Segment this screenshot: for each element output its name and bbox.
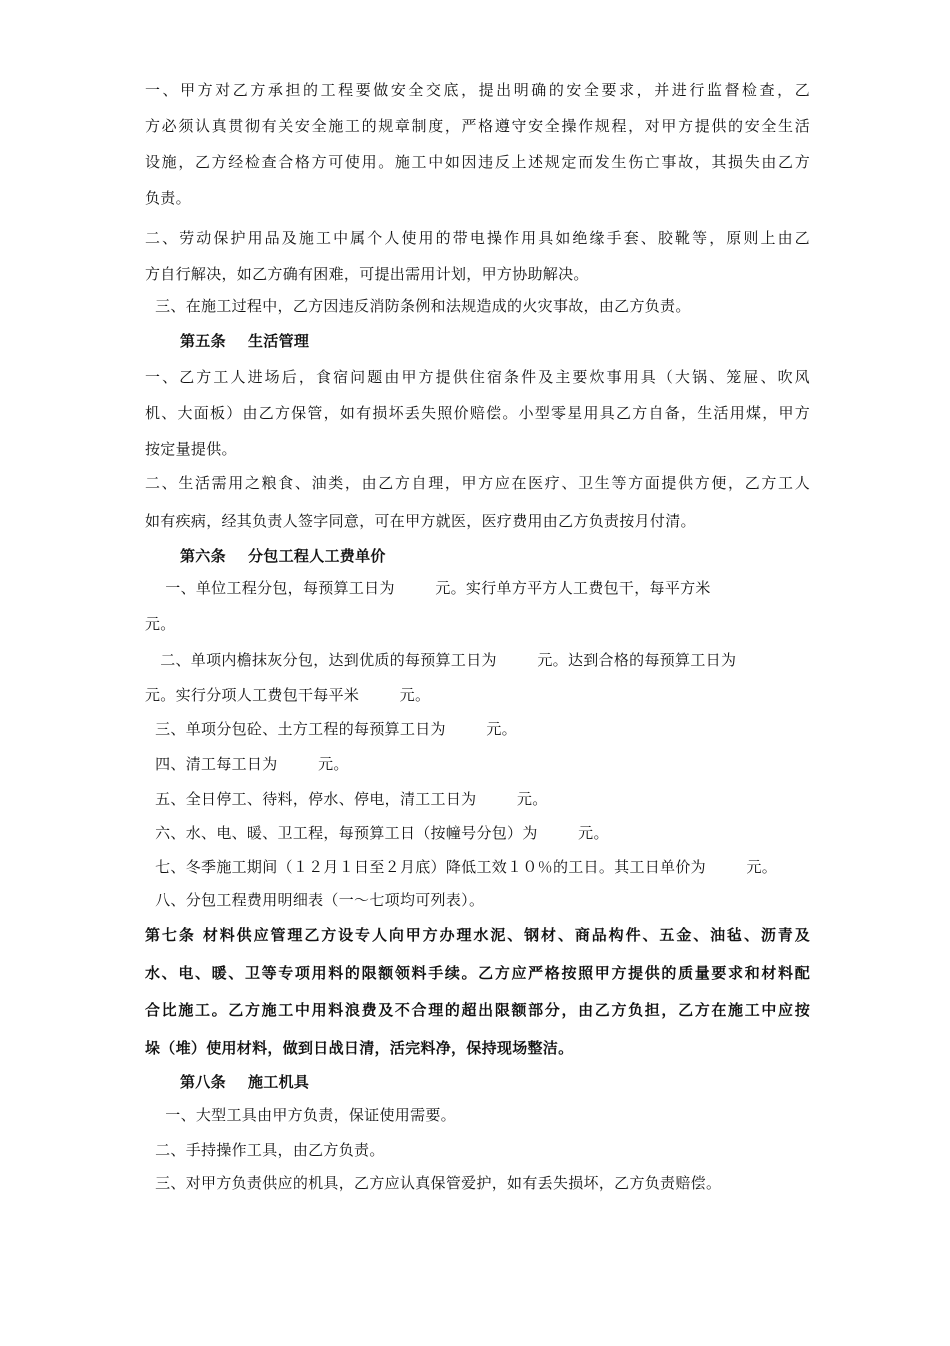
- art8-para1: 一、大型工具由甲方负责，保证使用需要。: [145, 1106, 456, 1124]
- art8-para2: 二、手持操作工具，由乙方负责。: [145, 1141, 385, 1159]
- safety-para2-line1: 二、劳动保护用品及施工中属个人使用的带电操作用具如绝缘手套、胶靴等，原则上由乙: [145, 229, 810, 247]
- art8-para3: 三、对甲方负责供应的机具，乙方应认真保管爱护，如有丢失损坏，乙方负责赔偿。: [145, 1174, 722, 1192]
- article-8-heading: 第八条 施工机具: [180, 1073, 310, 1091]
- art6-para2-line1: 二、单项内檐抹灰分包，达到优质的每预算工日为 元。达到合格的每预算工日为: [145, 651, 737, 669]
- art5-para1-line1: 一、乙方工人进场后，食宿问题由甲方提供住宿条件及主要炊事用具（大锅、笼屉、吹风: [145, 368, 810, 386]
- art6-para8: 八、分包工程费用明细表（一～七项均可列表）。: [145, 891, 485, 909]
- art6-para6: 六、水、电、暖、卫工程，每预算工日（按幢号分包）为 元。: [145, 824, 609, 842]
- art7-line2: 水、电、暖、卫等专项用料的限额领料手续。乙方应严格按照甲方提供的质量要求和材料配: [145, 964, 810, 982]
- safety-para2-line2: 方自行解决，如乙方确有困难，可提出需用计划，甲方协助解决。: [145, 265, 589, 283]
- safety-para1-line3: 设施，乙方经检查合格方可使用。施工中如因违反上述规定而发生伤亡事故，其损失由乙方: [145, 153, 810, 171]
- art6-para1-line1: 一、单位工程分包，每预算工日为 元。实行单方平方人工费包干，每平方米: [145, 579, 711, 597]
- art6-para2-line2: 元。实行分项人工费包干每平米 元。: [145, 686, 431, 704]
- art6-para3: 三、单项分包砼、土方工程的每预算工日为 元。: [145, 720, 517, 738]
- art7-line4: 垛（堆）使用材料，做到日战日清，活完料净，保持现场整洁。: [145, 1039, 574, 1057]
- art5-para2-line2: 如有疾病，经其负责人签字同意，可在甲方就医，医疗费用由乙方负责按月付清。: [145, 512, 696, 530]
- article-5-heading: 第五条 生活管理: [180, 332, 310, 350]
- safety-para1-line2: 方必须认真贯彻有关安全施工的规章制度，严格遵守安全操作规程，对甲方提供的安全生活: [145, 117, 810, 135]
- art5-para1-line2: 机、大面板）由乙方保管，如有损坏丢失照价赔偿。小型零星用具乙方自备，生活用煤，甲方: [145, 404, 810, 422]
- art6-para7: 七、冬季施工期间（１２月１日至２月底）降低工效１０％的工日。其工日单价为 元。: [145, 858, 778, 876]
- art6-para4: 四、清工每工日为 元。: [145, 755, 349, 773]
- art6-para5: 五、全日停工、待料，停水、停电，清工工日为 元。: [145, 790, 548, 808]
- art5-para2-line1: 二、生活需用之粮食、油类，由乙方自理，甲方应在医疗、卫生等方面提供方便，乙方工人: [145, 474, 810, 492]
- safety-para1-line1: 一、甲方对乙方承担的工程要做安全交底，提出明确的安全要求，并进行监督检查，乙: [145, 81, 810, 99]
- art7-line1: 第七条 材料供应管理乙方设专人向甲方办理水泥、钢材、商品构件、五金、油毡、沥青及: [145, 926, 810, 944]
- art7-line3: 合比施工。乙方施工中用料浪费及不合理的超出限额部分，由乙方负担，乙方在施工中应按: [145, 1001, 810, 1019]
- art5-para1-line3: 按定量提供。: [145, 440, 237, 458]
- article-6-heading: 第六条 分包工程人工费单价: [180, 547, 386, 565]
- safety-para1-line4: 负责。: [145, 189, 191, 207]
- safety-para3: 三、在施工过程中，乙方因违反消防条例和法规造成的火灾事故，由乙方负责。: [145, 297, 691, 315]
- art6-para1-line2: 元。: [145, 615, 176, 633]
